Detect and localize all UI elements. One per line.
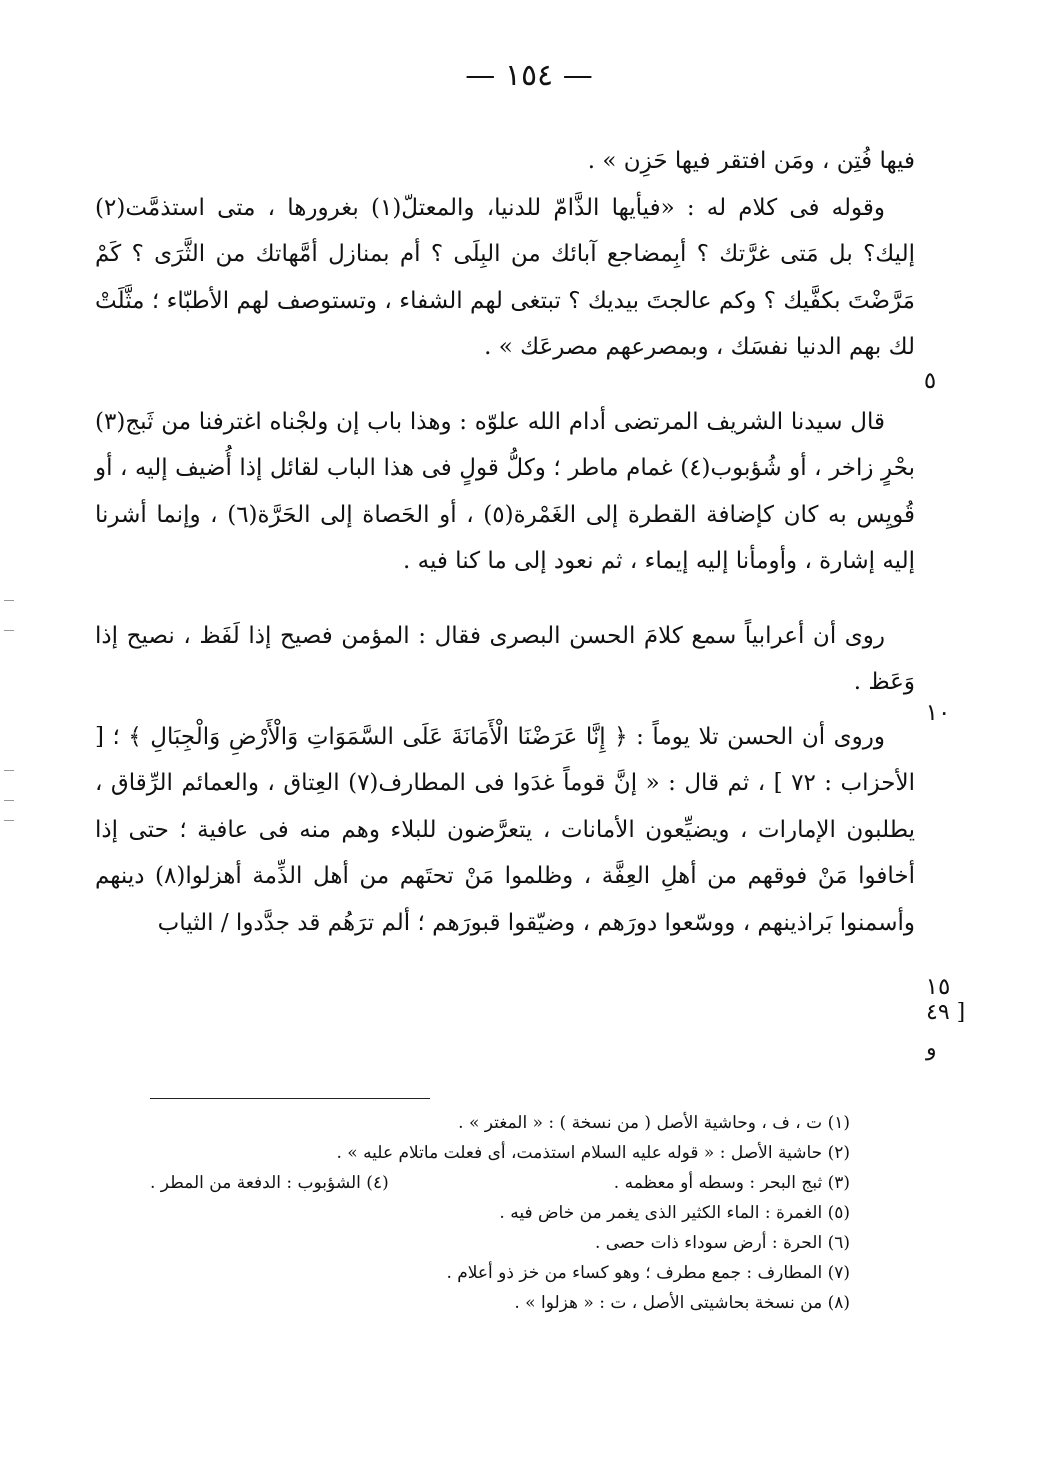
- footnote-8: (٨) من نسخة بحاشيتى الأصل ، ت : « هزلوا » .: [514, 1293, 850, 1313]
- paragraph-4: روى أن أعرابياً سمع كلامَ الحسن البصرى فقال : المؤمن فصيح إذا لَفَظ ، نصيح إذا وَعَظ .: [95, 622, 915, 695]
- footnotes: [150, 1108, 850, 1318]
- paragraph-2: وقوله فى كلام له : «فيأيها الذَّامّ للدنيا، والمعتلّ(١) بغرورها ، متى استذمَّت(٢) إليك؟ بل مَتى غرَّتك ؟ أبِمضاجع آبائك من البِلَى ؟ أم بمنازل أمَّهاتك من الثَّرَى ؟ كَمْ مَرَّضْتَ بكفَّيك ؟ وكم عالجتَ بيديك ؟ تبتغى لهم الشفاء ، وتستوصف لهم الأطبّاء ؛ مثَّلَتْ لك بهم الدنيا نفسَك ، وبمصرعهم مصرعَك » .: [95, 194, 915, 360]
- paragraph-gap: [95, 585, 915, 613]
- line-number-5: ٥: [923, 368, 937, 394]
- footnote-7: (٧) المطارف : جمع مطرف ؛ وهو كساء من خز ذو أعلام .: [446, 1263, 850, 1283]
- margin-page-ref: [ ٤٩: [926, 1000, 966, 1025]
- edge-mark: [4, 630, 14, 631]
- edge-mark: [4, 600, 14, 601]
- line-number-15: ١٥: [925, 974, 951, 1000]
- edge-mark: [4, 770, 14, 771]
- footnote-2: (٢) حاشية الأصل : « قوله عليه السلام استذمت، أى فعلت ماتلام عليه » .: [336, 1143, 850, 1163]
- margin-catchword: و: [926, 1036, 937, 1061]
- scan-edge-marks: [0, 0, 20, 1458]
- main-text: [95, 138, 915, 946]
- footnote-5: (٥) الغمرة : الماء الكثير الذى يغمر من خاض فيه .: [499, 1203, 850, 1223]
- footnote-1: (١) ت ، ف ، وحاشية الأصل ( من نسخة ) : « المغتر » .: [458, 1113, 850, 1133]
- paragraph-1: فيها فُتِن ، ومَن افتقر فيها حَزِن » .: [587, 148, 915, 174]
- line-number-10: ١٠: [925, 700, 951, 726]
- edge-mark: [4, 820, 14, 821]
- page-number: — ١٥٤ —: [465, 58, 593, 93]
- footnote-3: (٣) ثبج البحر : وسطه أو معظمه .: [613, 1173, 850, 1193]
- footnote-4: (٤) الشؤبوب : الدفعة من المطر .: [150, 1173, 389, 1193]
- footnote-6: (٦) الحرة : أرض سوداء ذات حصى .: [594, 1233, 850, 1253]
- edge-mark: [4, 800, 14, 801]
- paragraph-5: وروى أن الحسن تلا يوماً : ﴿ إِنَّا عَرَضْنَا الْأَمَانَةَ عَلَى السَّمَوَاتِ وَالْأَرْضِ وَالْجِبَالِ ﴾ ؛ [ الأحزاب : ٧٢ ] ، ثم قال : « إنَّ قوماً غدَوا فى المطارف(٧) العِتاق ، والعمائم الرِّقاق ، يطلبون الإمارات ، ويضيِّعون الأمانات ، يتعرَّضون للبلاء وهم منه فى عافية ؛ حتى إذا أخافوا مَنْ فوقهم من أهلِ العِفَّة ، وظلموا مَنْ تحتَهم من أهل الذِّمة أهزلوا(٨) دينهم وأسمنوا بَراذينهم ، ووسّعوا دورَهم ، وضيّقوا قبورَهم ؛ ألم ترَهُم قد جدَّدوا / الثياب: [95, 723, 915, 936]
- paragraph-3: قال سيدنا الشريف المرتضى أدام الله علوّه : وهذا باب إن ولجْناه اغترفنا من ثَبج(٣) بحْرٍ زاخر ، أو شُؤبوب(٤) غمام ماطر ؛ وكلُّ قولٍ فى هذا الباب لقائل إذا أُضيف إليه ، أو قُويِس به كان كإضافة القطرة إلى الغَمْرة(٥) ، أو الحَصاة إلى الحَرَّة(٦) ، وإنما أشرنا إليه إشارة ، وأومأنا إليه إيماء ، ثم نعود إلى ما كنا فيه .: [95, 408, 915, 574]
- footnote-row: [150, 1168, 850, 1198]
- paragraph-gap: [95, 371, 915, 399]
- footnote-divider: [150, 1098, 430, 1099]
- paragraph-gap: [95, 706, 915, 714]
